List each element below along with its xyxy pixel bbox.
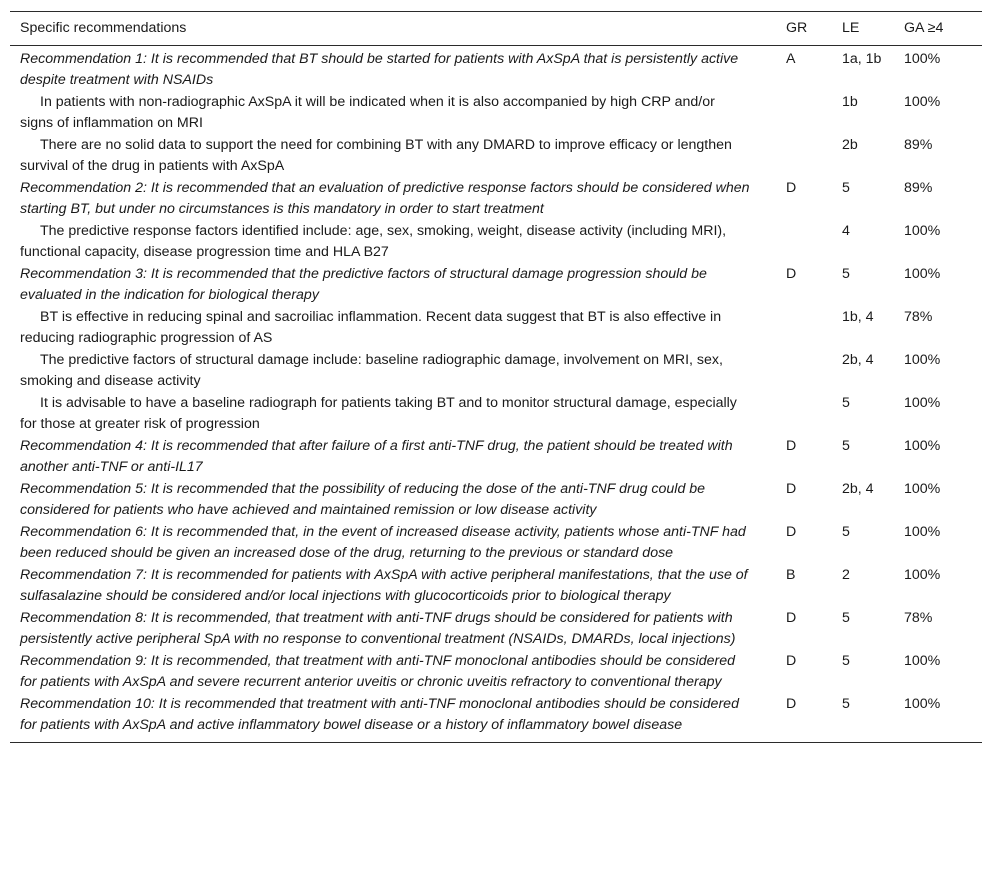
recommendations-table: [10, 11, 982, 743]
recommendation-row: [10, 693, 982, 743]
recommendation-row: [10, 435, 982, 478]
recommendation-text: It is advisable to have a baseline radiograph for patients taking BT and to monitor structural damage, especially for those at greater risk of progression: [20, 395, 737, 432]
level-of-evidence: 2: [842, 567, 850, 583]
table-header: [10, 12, 982, 46]
grade-of-agreement: 100%: [904, 481, 941, 497]
grade-of-recommendation: [776, 392, 832, 435]
header-le: LE: [842, 20, 860, 36]
recommendation-row: [10, 564, 982, 607]
level-of-evidence: 1a, 1b: [842, 51, 882, 67]
recommendation-row: [10, 177, 982, 220]
recommendation-text: There are no solid data to support the need for combining BT with any DMARD to improve efficacy or lengthen survival of the drug in patients with AxSpA: [20, 137, 732, 174]
level-of-evidence: 1b, 4: [842, 309, 874, 325]
recommendation-text: Recommendation 1: It is recommended that BT should be started for patients with AxSpA that is persistently active despite treatment with NSAIDs: [20, 51, 739, 88]
recommendation-row: [10, 521, 982, 564]
recommendation-row: [10, 650, 982, 693]
recommendation-text: Recommendation 8: It is recommended, that treatment with anti-TNF drugs should be considered for patients with persistently active peripheral SpA with no response to conventional treatment (NSAIDs, DMARDs, local injections): [20, 610, 736, 647]
grade-of-agreement: 100%: [904, 438, 941, 454]
grade-of-agreement: 89%: [904, 137, 933, 153]
sub-recommendation-row: [10, 91, 982, 134]
sub-recommendation-row: [10, 134, 982, 177]
level-of-evidence: 2b: [842, 137, 858, 153]
recommendations-table-container: [10, 11, 982, 743]
grade-of-agreement: 89%: [904, 180, 933, 196]
grade-of-agreement: 100%: [904, 653, 941, 669]
recommendation-text: Recommendation 6: It is recommended that, in the event of increased disease activity, patients whose anti-TNF had been reduced should be given an increased dose of the drug, returning to the previous or standard dose: [20, 524, 746, 561]
level-of-evidence: 5: [842, 696, 850, 712]
level-of-evidence: 2b, 4: [842, 352, 874, 368]
grade-of-recommendation: D: [786, 696, 797, 712]
grade-of-recommendation: [776, 134, 832, 177]
recommendation-text: Recommendation 4: It is recommended that after failure of a first anti-TNF drug, the patient should be treated with another anti-TNF or anti-IL17: [20, 438, 733, 475]
grade-of-recommendation: D: [786, 438, 797, 454]
grade-of-recommendation: A: [786, 51, 796, 67]
sub-recommendation-row: [10, 306, 982, 349]
grade-of-agreement: 100%: [904, 266, 941, 282]
header-ga: GA ≥4: [904, 20, 944, 36]
recommendation-text: Recommendation 7: It is recommended for patients with AxSpA with active peripheral manifestations, that the use of sulfasalazine should be considered and/or local injections with glucocorticoids prior to biological therapy: [20, 567, 748, 604]
level-of-evidence: 1b: [842, 94, 858, 110]
recommendation-row: [10, 478, 982, 521]
grade-of-agreement: 100%: [904, 524, 941, 540]
recommendation-row: [10, 46, 982, 92]
grade-of-recommendation: [776, 91, 832, 134]
recommendation-text: In patients with non-radiographic AxSpA it will be indicated when it is also accompanied by high CRP and/or signs of inflammation on MRI: [20, 94, 715, 131]
level-of-evidence: 5: [842, 524, 850, 540]
grade-of-recommendation: D: [786, 653, 797, 669]
grade-of-agreement: 100%: [904, 51, 941, 67]
sub-recommendation-row: [10, 392, 982, 435]
level-of-evidence: 5: [842, 438, 850, 454]
recommendation-row: [10, 607, 982, 650]
sub-recommendation-row: [10, 220, 982, 263]
grade-of-recommendation: D: [786, 481, 797, 497]
grade-of-agreement: 100%: [904, 567, 941, 583]
level-of-evidence: 5: [842, 653, 850, 669]
recommendation-text: BT is effective in reducing spinal and sacroiliac inflammation. Recent data suggest that BT is also effective in reducing radiographic progression of AS: [20, 309, 722, 346]
grade-of-recommendation: D: [786, 524, 797, 540]
recommendation-text: Recommendation 5: It is recommended that the possibility of reducing the dose of the anti-TNF drug could be considered for patients who have achieved and maintained remission or low disease activity: [20, 481, 706, 518]
grade-of-agreement: 100%: [904, 352, 941, 368]
recommendation-text: Recommendation 2: It is recommended that an evaluation of predictive response factors should be considered when starting BT, but under no circumstances is this mandatory in order to start treatment: [20, 180, 750, 217]
recommendation-text: Recommendation 10: It is recommended that treatment with anti-TNF monoclonal antibodies should be considered for patients with AxSpA and active inflammatory bowel disease or a history of inflammatory bowel disease: [20, 696, 739, 733]
grade-of-agreement: 100%: [904, 94, 941, 110]
grade-of-recommendation: D: [786, 610, 797, 626]
header-gr: GR: [786, 20, 808, 36]
header-specific-recommendations: Specific recommendations: [20, 20, 187, 36]
sub-recommendation-row: [10, 349, 982, 392]
grade-of-agreement: 78%: [904, 309, 933, 325]
recommendation-text: The predictive response factors identified include: age, sex, smoking, weight, disease activity (including MRI), functional capacity, disease progression time and HLA B27: [20, 223, 727, 260]
recommendation-row: [10, 263, 982, 306]
level-of-evidence: 5: [842, 266, 850, 282]
level-of-evidence: 5: [842, 610, 850, 626]
grade-of-agreement: 100%: [904, 696, 941, 712]
grade-of-recommendation: D: [786, 266, 797, 282]
grade-of-recommendation: [776, 349, 832, 392]
grade-of-recommendation: [776, 220, 832, 263]
level-of-evidence: 5: [842, 395, 850, 411]
table-body: [10, 46, 982, 743]
recommendation-text: The predictive factors of structural damage include: baseline radiographic damage, involvement on MRI, sex, smoking and disease activity: [20, 352, 723, 389]
recommendation-text: Recommendation 9: It is recommended, that treatment with anti-TNF monoclonal antibodies should be considered for patients with AxSpA and severe recurrent anterior uveitis or chronic uveitis refractory to conventional therapy: [20, 653, 736, 690]
level-of-evidence: 4: [842, 223, 850, 239]
header-row: [10, 12, 982, 46]
level-of-evidence: 2b, 4: [842, 481, 874, 497]
grade-of-recommendation: D: [786, 180, 797, 196]
grade-of-agreement: 100%: [904, 395, 941, 411]
recommendation-text: Recommendation 3: It is recommended that the predictive factors of structural damage progression should be evaluated in the indication for biological therapy: [20, 266, 707, 303]
grade-of-recommendation: [776, 306, 832, 349]
level-of-evidence: 5: [842, 180, 850, 196]
grade-of-agreement: 100%: [904, 223, 941, 239]
grade-of-agreement: 78%: [904, 610, 933, 626]
grade-of-recommendation: B: [786, 567, 796, 583]
